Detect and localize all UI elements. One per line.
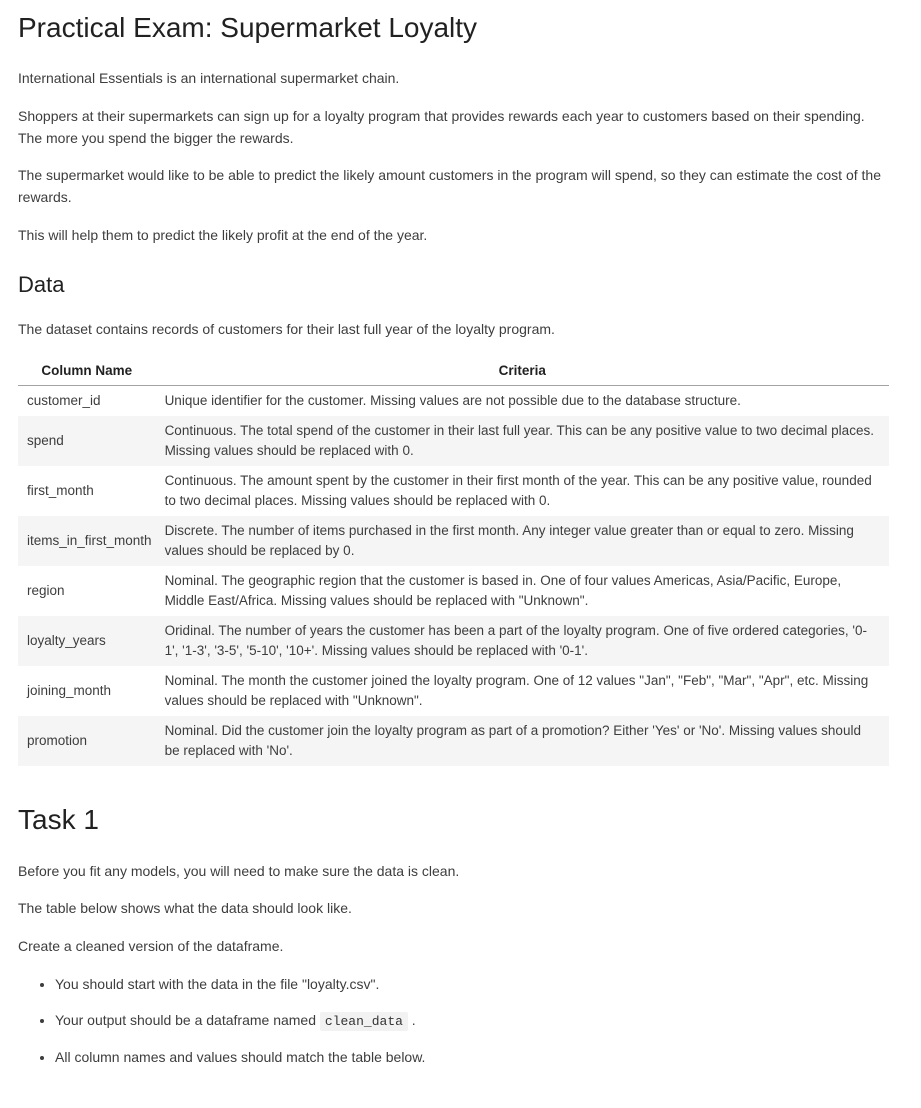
task1-paragraph: Before you fit any models, you will need to make sure the data is clean.: [18, 862, 460, 879]
data-dictionary-table: [18, 356, 889, 766]
column-header-criteria: Criteria: [156, 356, 889, 386]
data-section-intro: The dataset contains records of customers for their last full year of the loyalty program.: [18, 320, 555, 337]
criteria-cell: Continuous. The total spend of the customer in their last full year. This can be any positive value to two decimal places. Missing values should be replaced with 0.: [164, 423, 874, 459]
table-row: [18, 386, 889, 417]
list-item-text: Your output should be a dataframe named: [55, 1012, 320, 1029]
criteria-cell: Unique identifier for the customer. Missing values are not possible due to the database structure.: [164, 393, 741, 409]
table-header: [18, 356, 889, 386]
column-name-cell: spend: [27, 433, 64, 449]
table-row: [18, 416, 889, 466]
criteria-cell: Discrete. The number of items purchased in the first month. Any integer value greater than or equal to zero. Missing values should be replaced by 0.: [164, 523, 854, 559]
inline-code: clean_data: [320, 1012, 408, 1031]
list-item: [55, 974, 889, 996]
list-item-text: You should start with the data in the file "loyalty.csv".: [55, 975, 380, 992]
task1-paragraph: The table below shows what the data should look like.: [18, 900, 352, 917]
criteria-cell: Nominal. The geographic region that the customer is based in. One of four values Americas, Asia/Pacific, Europe, Middle East/Africa. Missing values should be replaced with "Unknown".: [164, 573, 842, 609]
table-header-row: [18, 356, 889, 386]
column-name-cell: joining_month: [27, 683, 112, 699]
column-name-cell: promotion: [27, 733, 88, 749]
table-row: [18, 466, 889, 516]
data-section-heading: Data: [18, 272, 65, 298]
intro-paragraph: International Essentials is an international supermarket chain.: [18, 70, 400, 87]
task1-heading: Task 1: [18, 804, 99, 836]
table-row: [18, 516, 889, 566]
intro-paragraph: The supermarket would like to be able to predict the likely amount customers in the program will spend, so they can estimate the cost of the rewards.: [18, 167, 881, 205]
list-item-text: .: [407, 1012, 416, 1029]
table-row: [18, 566, 889, 616]
task1-requirements-list: [18, 974, 889, 1070]
table-row: [18, 616, 889, 666]
column-name-cell: items_in_first_month: [27, 533, 152, 549]
criteria-cell: Nominal. The month the customer joined the loyalty program. One of 12 values "Jan", "Feb", "Mar", "Apr", etc. Missing values should be replaced with "Unknown".: [164, 673, 869, 709]
list-item: [55, 1010, 889, 1032]
column-name-cell: first_month: [27, 483, 94, 499]
page-title: Practical Exam: Supermarket Loyalty: [18, 12, 478, 43]
list-item-text: All column names and values should match the table below.: [55, 1049, 426, 1066]
column-header-name: Column Name: [18, 356, 156, 386]
column-name-cell: loyalty_years: [27, 633, 106, 649]
task1-paragraph: Create a cleaned version of the dataframe.: [18, 937, 284, 954]
criteria-cell: Continuous. The amount spent by the customer in their first month of the year. This can be any positive value, rounded to two decimal places. Missing values should be replaced with 0.: [164, 473, 872, 509]
table-body: [18, 386, 889, 767]
criteria-cell: Nominal. Did the customer join the loyalty program as part of a promotion? Either 'Yes' or 'No'. Missing values should be replaced with 'No'.: [164, 723, 861, 759]
column-name-cell: customer_id: [27, 393, 101, 409]
column-name-cell: region: [27, 583, 65, 599]
list-item: [55, 1047, 889, 1069]
criteria-cell: Oridinal. The number of years the customer has been a part of the loyalty program. One of five ordered categories, '0-1', '1-3', '3-5', '5-10', '10+'. Missing values should be replaced with '0-1'.: [164, 623, 868, 659]
table-row: [18, 666, 889, 716]
document-page: [0, 12, 921, 1108]
table-row: [18, 716, 889, 766]
intro-paragraph: This will help them to predict the likely profit at the end of the year.: [18, 226, 428, 243]
intro-paragraph: Shoppers at their supermarkets can sign up for a loyalty program that provides rewards each year to customers based on their spending. The more you spend the bigger the rewards.: [18, 107, 865, 146]
